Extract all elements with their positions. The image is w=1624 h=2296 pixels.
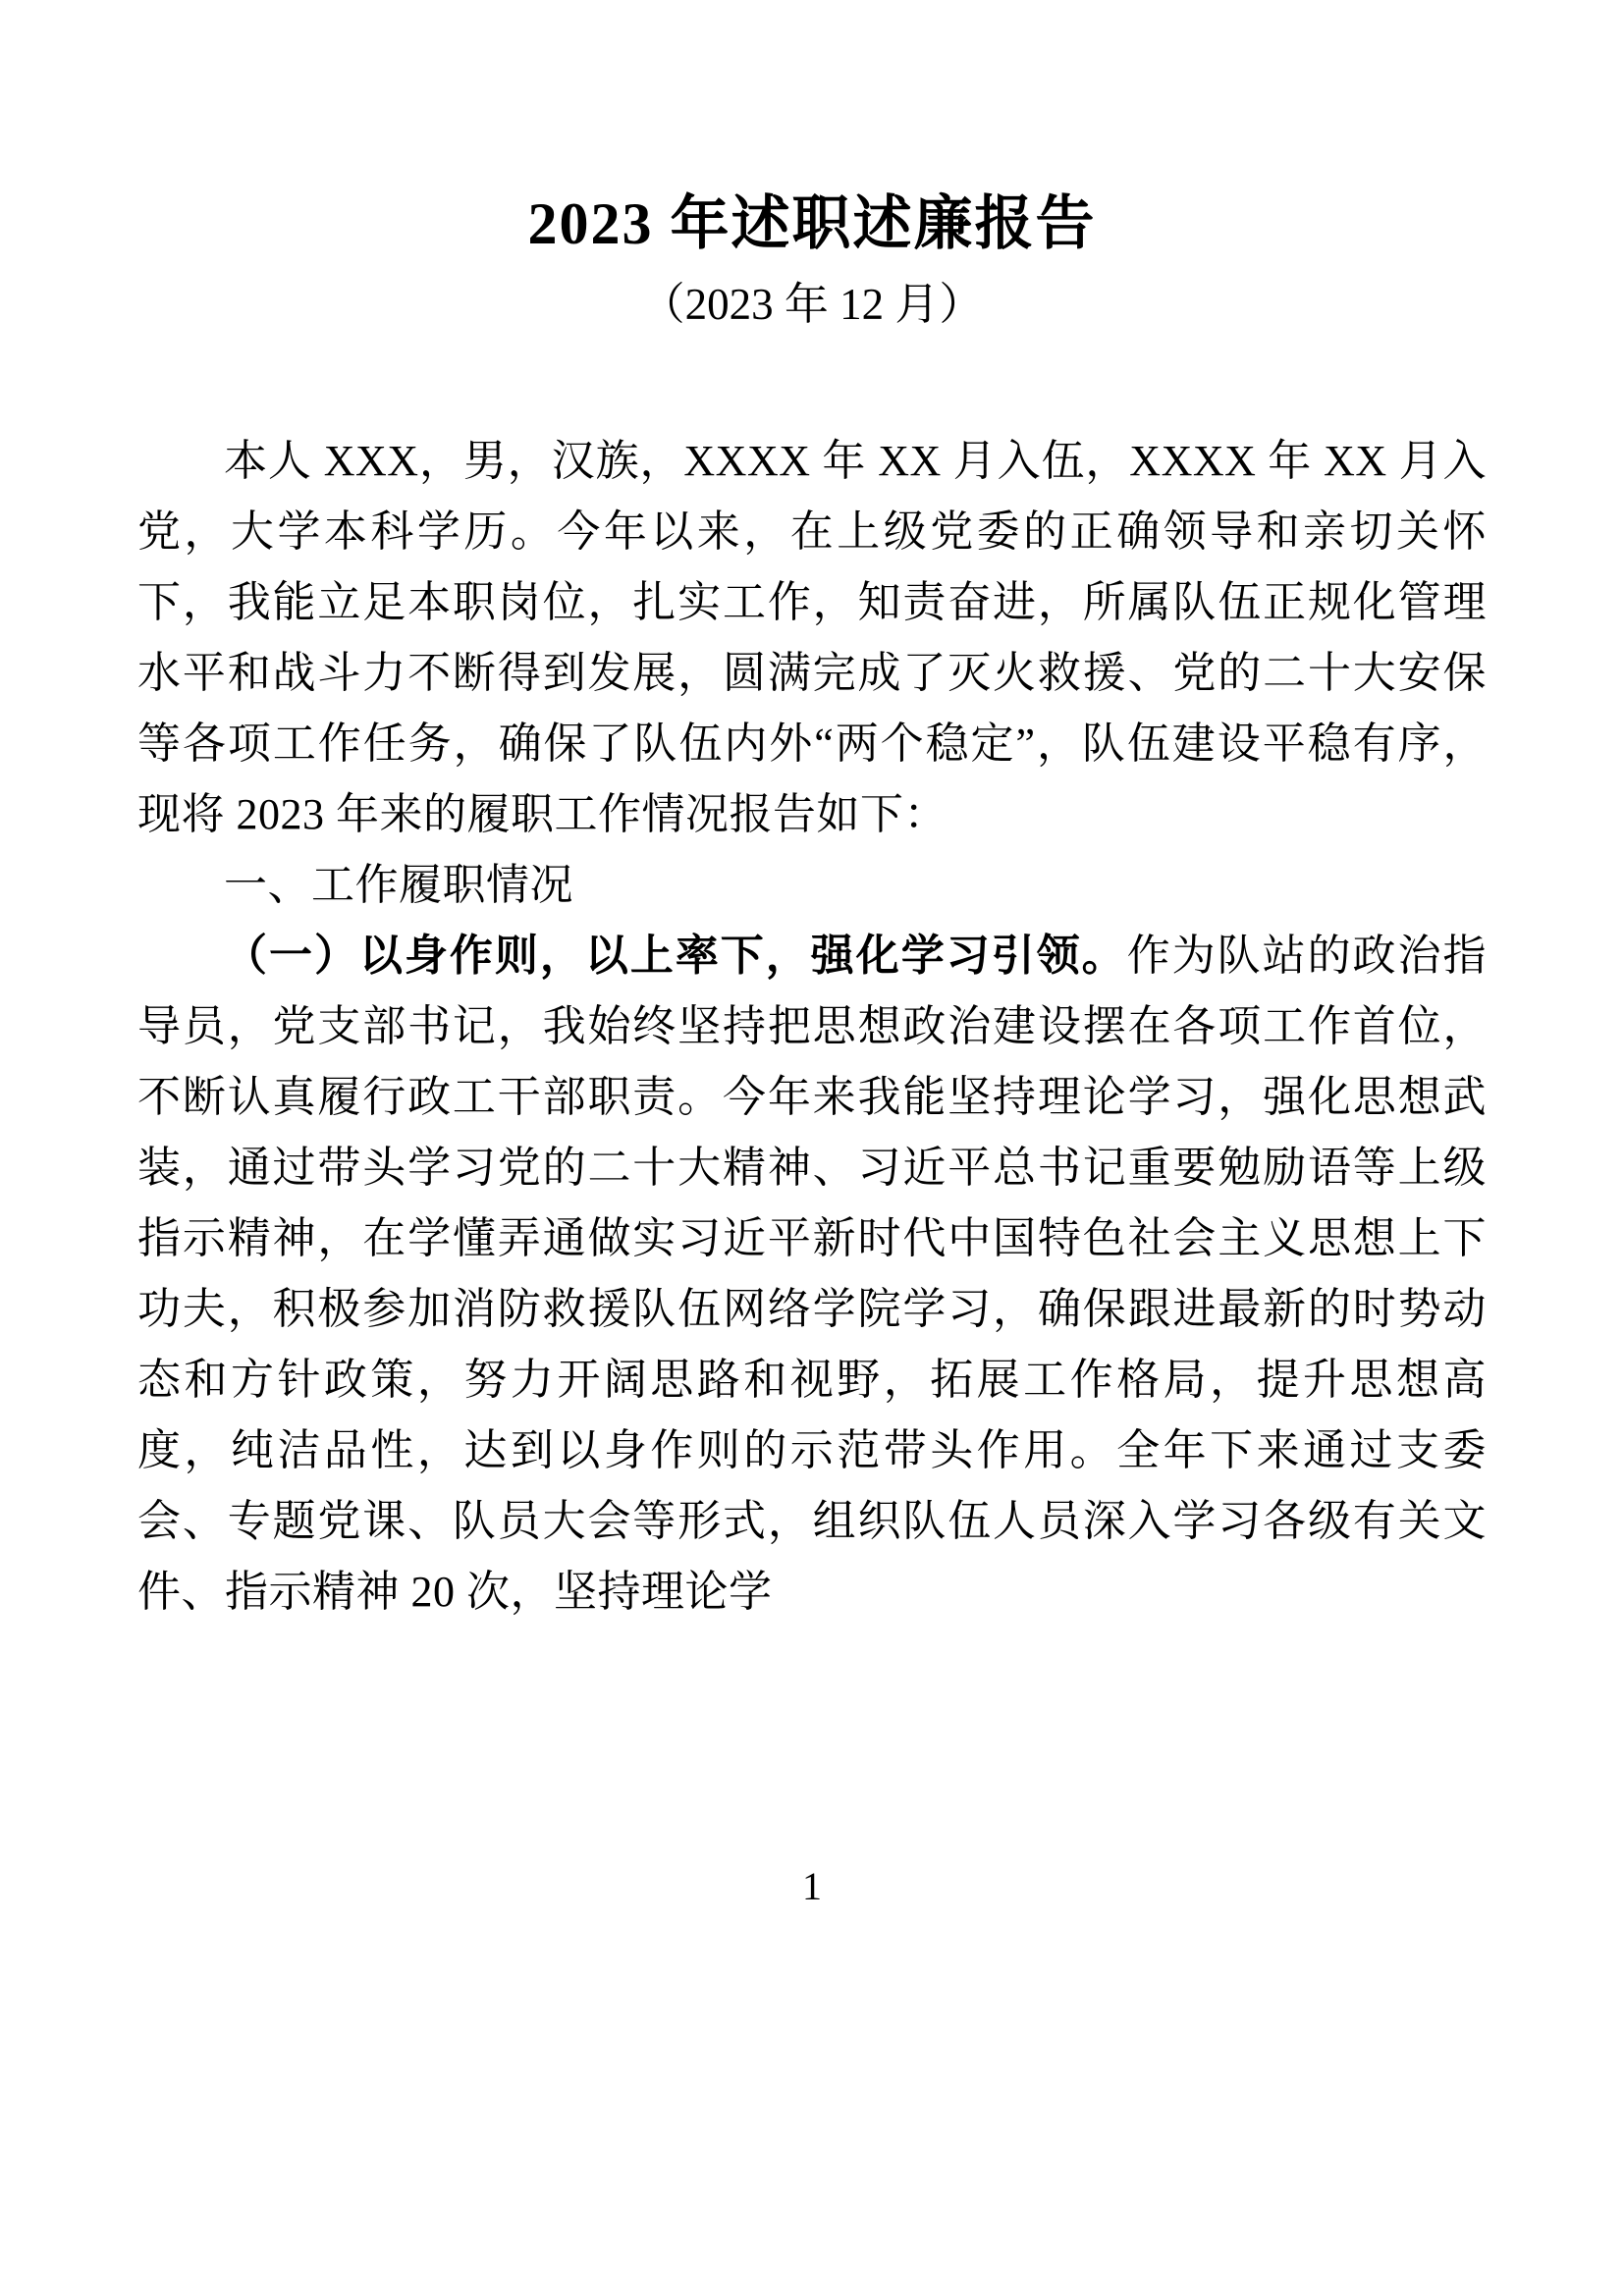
section-1-body-text: 作为队站的政治指导员，党支部书记，我始终坚持把思想政治建设摆在各项工作首位，不断认真履行政工干部职责。今年来我能坚持理论学习，强化思想武装，通过带头学习党的二十大精神、习近平总书记重要勉励语等上级指示精神，在学懂弄通做实习近平新时代中国特色社会主义思想上下功夫，积极参加消防救援队伍网络学院学习，确保跟进最新的时势动态和方针政策，努力开阔思路和视野，拓展工作格局，提升思想高度，纯洁品性，达到以身作则的示范带头作用。全年下来通过支委会、专题党课、队员大会等形式，组织队伍人员深入学习各级有关文件、指示精神 20 次，坚持理论学 — [137, 932, 1488, 1616]
paragraph-intro: 本人 XXX，男，汉族，XXXX 年 XX 月入伍，XXXX 年 XX 月入党，大学本科学历。今年以来，在上级党委的正确领导和亲切关怀下，我能立足本职岗位，扎实工作，知责奋进，所属队伍正规化管理水平和战斗力不断得到发展，圆满完成了灭火救援、党的二十大安保等各项工作任务，确保了队伍内外“两个稳定”，队伍建设平稳有序，现将 2023 年来的履职工作情况报告如下： — [137, 437, 1487, 838]
paragraph-section-1 — [137, 921, 1487, 1628]
document-body — [137, 426, 1487, 1628]
page-number: 1 — [802, 1864, 822, 1908]
section-1-lead-bold: （一）以身作则，以上率下，强化学习引领。 — [224, 932, 1127, 980]
section-heading: 一、工作履职情况 — [224, 861, 573, 909]
document-title: 2023 年述职述廉报告 — [527, 191, 1097, 256]
document-subtitle: （2023 年 12 月） — [640, 280, 984, 329]
